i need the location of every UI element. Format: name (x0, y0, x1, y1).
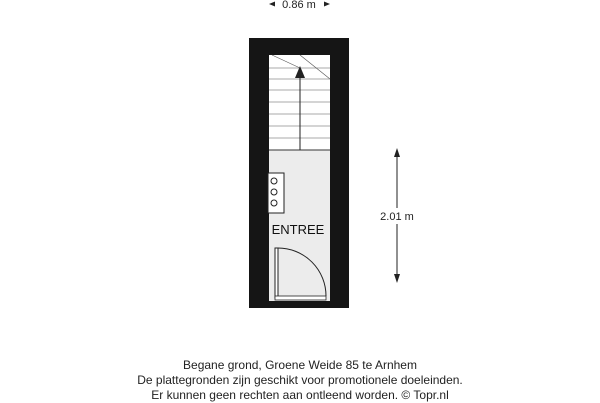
length-dimension-label: 2.01 m (380, 211, 414, 223)
door-leaf (275, 248, 278, 298)
room-label: ENTREE (271, 222, 325, 237)
length-dimension-arrow-top (394, 148, 400, 157)
width-dimension (269, 0, 330, 11)
caption-address: Begane grond, Groene Weide 85 te Arnhem (183, 358, 417, 372)
width-dimension-arrow-left (269, 2, 275, 7)
caption-disclaimer: De plattegronden zijn geschikt voor promotionele doeleinden. (137, 373, 463, 387)
door-threshold (275, 296, 326, 300)
staircase (269, 55, 330, 150)
caption-rights: Er kunnen geen rechten aan ontleend worden. © Topr.nl (151, 388, 449, 402)
length-dimension (370, 148, 420, 283)
meter-box (268, 173, 284, 213)
length-dimension-arrow-bottom (394, 274, 400, 283)
width-dimension-label: 0.86 m (282, 0, 316, 11)
width-dimension-arrow-right (324, 2, 330, 7)
